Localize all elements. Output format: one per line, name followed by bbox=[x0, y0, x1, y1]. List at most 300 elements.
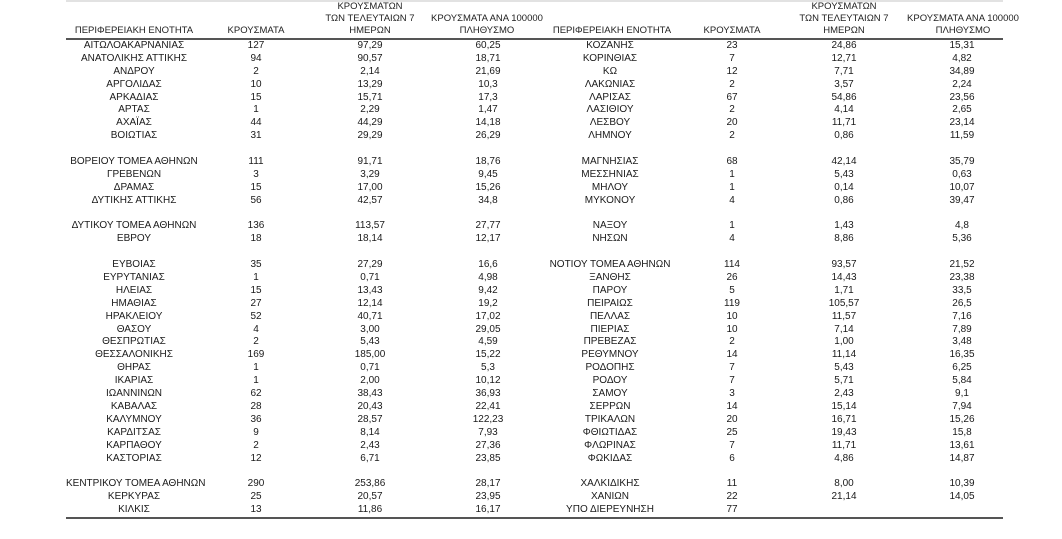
cell-left-cases: 10 bbox=[250, 78, 262, 90]
cell-left-cases: 28 bbox=[250, 400, 262, 412]
cell-left-per-100k: 17,02 bbox=[475, 310, 501, 322]
table-row bbox=[66, 453, 1003, 466]
cell-right-avg-7-days: 1,43 bbox=[834, 220, 854, 232]
cell-right-region: ΦΩΚΙΔΑΣ bbox=[587, 452, 633, 464]
cell-left-cases: 15 bbox=[250, 91, 262, 103]
cell-right-per-100k: 13,61 bbox=[949, 439, 975, 451]
table-row bbox=[66, 92, 1003, 105]
cell-right-region: ΜΥΚΟΝΟΥ bbox=[584, 194, 636, 206]
cell-right-cases: 20 bbox=[726, 413, 738, 425]
cell-left-cases: 169 bbox=[247, 349, 265, 361]
cell-left-cases: 3 bbox=[253, 168, 259, 180]
cell-left-per-100k: 18,71 bbox=[475, 52, 501, 64]
cell-right-per-100k: 14,05 bbox=[949, 491, 975, 503]
header-per100k-line1-right: ΚΡΟΥΣΜΑΤΑ ΑΝΑ 100000 bbox=[907, 13, 1019, 24]
table-row bbox=[66, 401, 1003, 414]
header-avg-line1: ΚΡΟΥΣΜΑΤΩΝ bbox=[337, 1, 403, 12]
cell-right-avg-7-days: 0,86 bbox=[834, 194, 854, 206]
cell-right-cases: 4 bbox=[729, 194, 735, 206]
cell-right-region: ΛΑΡΙΣΑΣ bbox=[589, 91, 631, 103]
cell-right-per-100k: 26,5 bbox=[952, 297, 972, 309]
cell-left-region: ΙΚΑΡΙΑΣ bbox=[114, 375, 154, 387]
cell-left-avg-7-days: 6,71 bbox=[360, 452, 380, 464]
cell-right-cases: 7 bbox=[729, 362, 735, 374]
cell-right-region: ΝΗΣΩΝ bbox=[592, 233, 628, 245]
cell-left-region: ΚΑΣΤΟΡΙΑΣ bbox=[106, 452, 162, 464]
cell-left-region: ΘΑΣΟΥ bbox=[116, 323, 152, 335]
cell-right-cases: 22 bbox=[726, 491, 738, 503]
cell-right-per-100k: 35,79 bbox=[949, 156, 975, 168]
header-per-100k bbox=[424, 13, 550, 37]
cell-left-per-100k: 27,36 bbox=[475, 439, 501, 451]
cell-left-cases: 290 bbox=[247, 478, 265, 490]
cell-right-cases: 2 bbox=[729, 104, 735, 116]
table-row bbox=[66, 336, 1003, 349]
cell-right-per-100k: 23,14 bbox=[949, 117, 975, 129]
cell-left-region: ΔΥΤΙΚΟΥ ΤΟΜΕΑ ΑΘΗΝΩΝ bbox=[71, 220, 197, 232]
cell-right-cases: 67 bbox=[726, 91, 738, 103]
table-row bbox=[66, 40, 1003, 53]
cell-left-avg-7-days: 11,86 bbox=[357, 504, 383, 516]
cell-left-cases: 1 bbox=[253, 375, 259, 387]
cell-left-cases: 1 bbox=[253, 362, 259, 374]
cell-right-avg-7-days: 15,14 bbox=[831, 400, 857, 412]
cell-left-region: ΒΟΙΩΤΙΑΣ bbox=[110, 130, 158, 142]
cell-right-per-100k: 34,89 bbox=[949, 65, 975, 77]
cell-right-avg-7-days: 19,43 bbox=[831, 426, 857, 438]
cell-right-per-100k: 4,8 bbox=[955, 220, 969, 232]
table-row bbox=[66, 375, 1003, 388]
cell-right-per-100k: 15,31 bbox=[949, 40, 975, 51]
cell-left-avg-7-days: 13,29 bbox=[357, 78, 383, 90]
cell-right-region: ΚΟΡΙΝΘΙΑΣ bbox=[582, 52, 638, 64]
cell-left-region: ΑΧΑΪΑΣ bbox=[116, 117, 152, 129]
cell-left-region: ΘΗΡΑΣ bbox=[117, 362, 151, 374]
cell-right-avg-7-days: 11,71 bbox=[831, 439, 857, 451]
table-body bbox=[66, 40, 1003, 519]
cell-left-per-100k: 23,95 bbox=[475, 491, 501, 503]
table-row bbox=[66, 285, 1003, 298]
cell-right-region: ΛΑΣΙΘΙΟΥ bbox=[586, 104, 634, 116]
cell-right-avg-7-days: 5,71 bbox=[834, 375, 854, 387]
cell-left-avg-7-days: 97,29 bbox=[357, 40, 383, 51]
cell-left-per-100k: 15,26 bbox=[475, 181, 501, 193]
cell-right-cases: 77 bbox=[726, 504, 738, 516]
cell-left-region: ΚΕΡΚΥΡΑΣ bbox=[107, 491, 161, 503]
cell-left-per-100k: 22,41 bbox=[475, 400, 501, 412]
cell-right-region: ΣΑΜΟΥ bbox=[592, 388, 628, 400]
cell-right-per-100k: 10,07 bbox=[949, 181, 975, 193]
table-row bbox=[66, 156, 1003, 169]
cell-right-avg-7-days: 12,71 bbox=[831, 52, 857, 64]
cell-left-cases: 44 bbox=[250, 117, 262, 129]
cell-right-avg-7-days: 14,43 bbox=[831, 272, 857, 284]
cell-right-region: ΜΗΛΟΥ bbox=[591, 181, 629, 193]
cell-left-cases: 36 bbox=[250, 413, 262, 425]
header-per100k-line2: ΠΛΗΘΥΣΜΟ bbox=[459, 25, 515, 36]
cell-left-cases: 18 bbox=[250, 233, 262, 245]
cell-left-avg-7-days: 185,00 bbox=[354, 349, 386, 361]
cell-left-region: ΚΕΝΤΡΙΚΟΥ ΤΟΜΕΑ ΑΘΗΝΩΝ bbox=[66, 478, 206, 490]
cell-right-region: ΧΑΛΚΙΔΙΚΗΣ bbox=[580, 478, 640, 490]
cell-right-per-100k: 16,35 bbox=[949, 349, 975, 361]
cell-right-avg-7-days: 7,14 bbox=[834, 323, 854, 335]
cell-right-region: ΧΑΝΙΩΝ bbox=[590, 491, 630, 503]
cell-left-avg-7-days: 2,14 bbox=[360, 65, 380, 77]
cell-left-per-100k: 60,25 bbox=[475, 40, 501, 51]
cell-left-per-100k: 15,22 bbox=[475, 349, 501, 361]
header-region-right: ΠΕΡΙΦΕΡΕΙΑΚΗ ΕΝΟΤΗΤΑ bbox=[552, 25, 672, 36]
table-row bbox=[66, 104, 1003, 117]
cell-right-region: ΝΟΤΙΟΥ ΤΟΜΕΑ ΑΘΗΝΩΝ bbox=[549, 259, 671, 271]
cell-right-region: ΦΘΙΩΤΙΔΑΣ bbox=[582, 426, 638, 438]
cell-right-cases: 2 bbox=[729, 78, 735, 90]
cell-left-avg-7-days: 0,71 bbox=[360, 272, 380, 284]
cell-left-region: ΚΙΛΚΙΣ bbox=[118, 504, 150, 516]
table-row bbox=[66, 169, 1003, 182]
cell-left-region: ΚΑΡΔΙΤΣΑΣ bbox=[107, 426, 161, 438]
cell-right-avg-7-days: 1,71 bbox=[834, 284, 854, 296]
cell-left-region: ΚΑΡΠΑΘΟΥ bbox=[106, 439, 162, 451]
cell-left-region: ΑΡΤΑΣ bbox=[118, 104, 150, 116]
cell-left-avg-7-days: 29,29 bbox=[357, 130, 383, 142]
cell-left-cases: 127 bbox=[247, 40, 265, 51]
cell-right-region: ΥΠΟ ΔΙΕΡΕΥΝΗΣΗ bbox=[566, 504, 654, 516]
cell-left-avg-7-days: 0,71 bbox=[360, 362, 380, 374]
cell-left-avg-7-days: 8,14 bbox=[360, 426, 380, 438]
cell-right-avg-7-days: 3,57 bbox=[834, 78, 854, 90]
header-avg-line2-right: ΤΩΝ ΤΕΛΕΥΤΑΙΩΝ 7 bbox=[799, 13, 889, 24]
cell-left-avg-7-days: 28,57 bbox=[357, 413, 383, 425]
cell-right-cases: 23 bbox=[726, 40, 738, 51]
cell-right-cases: 10 bbox=[726, 310, 738, 322]
cell-right-cases: 68 bbox=[726, 156, 738, 168]
cell-left-cases: 2 bbox=[253, 439, 259, 451]
cell-right-per-100k: 23,38 bbox=[949, 272, 975, 284]
cell-left-avg-7-days: 253,86 bbox=[354, 478, 386, 490]
cell-left-per-100k: 10,3 bbox=[478, 78, 498, 90]
cell-left-avg-7-days: 2,00 bbox=[360, 375, 380, 387]
cell-left-region: ΘΕΣΠΡΩΤΙΑΣ bbox=[102, 336, 166, 348]
cell-left-per-100k: 26,29 bbox=[475, 130, 501, 142]
header-per100k-line2-right: ΠΛΗΘΥΣΜΟ bbox=[935, 25, 991, 36]
table-row bbox=[66, 491, 1003, 504]
cell-right-avg-7-days: 1,00 bbox=[834, 336, 854, 348]
table-row bbox=[66, 349, 1003, 362]
cell-right-avg-7-days: 4,86 bbox=[834, 452, 854, 464]
cell-left-avg-7-days: 91,71 bbox=[357, 156, 383, 168]
table-row bbox=[66, 504, 1003, 517]
table-row bbox=[66, 208, 1003, 221]
cell-left-avg-7-days: 15,71 bbox=[357, 91, 383, 103]
cell-left-region: ΑΡΓΟΛΙΔΑΣ bbox=[106, 78, 162, 90]
cell-right-avg-7-days: 16,71 bbox=[831, 413, 857, 425]
table-row bbox=[66, 478, 1003, 491]
cell-left-avg-7-days: 12,14 bbox=[357, 297, 383, 309]
table-row bbox=[66, 427, 1003, 440]
header-cases: ΚΡΟΥΣΜΑΤΑ bbox=[227, 25, 285, 36]
table-row bbox=[66, 324, 1003, 337]
cell-left-per-100k: 23,85 bbox=[475, 452, 501, 464]
cell-left-region: ΔΡΑΜΑΣ bbox=[113, 181, 155, 193]
cell-right-avg-7-days: 11,57 bbox=[831, 310, 857, 322]
table-row bbox=[66, 233, 1003, 246]
cell-right-cases: 4 bbox=[729, 233, 735, 245]
cell-left-per-100k: 7,93 bbox=[478, 426, 498, 438]
table-row bbox=[66, 259, 1003, 272]
cell-right-cases: 7 bbox=[729, 439, 735, 451]
cell-right-per-100k: 9,1 bbox=[955, 388, 969, 400]
cell-left-cases: 1 bbox=[253, 272, 259, 284]
cell-left-per-100k: 16,17 bbox=[475, 504, 501, 516]
cell-right-avg-7-days: 21,14 bbox=[831, 491, 857, 503]
cell-left-avg-7-days: 38,43 bbox=[357, 388, 383, 400]
cell-right-per-100k: 7,89 bbox=[952, 323, 972, 335]
cell-left-region: ΚΑΒΑΛΑΣ bbox=[110, 400, 158, 412]
cell-right-cases: 6 bbox=[729, 452, 735, 464]
cell-right-per-100k: 2,24 bbox=[952, 78, 972, 90]
cell-right-cases: 11 bbox=[726, 478, 738, 490]
table-row bbox=[66, 465, 1003, 478]
cell-left-region: ΑΝΑΤΟΛΙΚΗΣ ΑΤΤΙΚΗΣ bbox=[80, 52, 188, 64]
cell-left-cases: 15 bbox=[250, 181, 262, 193]
cell-right-avg-7-days: 24,86 bbox=[831, 40, 857, 51]
cell-right-region: ΝΑΞΟΥ bbox=[592, 220, 628, 232]
cell-right-cases: 1 bbox=[729, 168, 735, 180]
cell-left-avg-7-days: 27,29 bbox=[357, 259, 383, 271]
cell-left-region: ΗΡΑΚΛΕΙΟΥ bbox=[105, 310, 163, 322]
cell-right-region: ΣΕΡΡΩΝ bbox=[589, 400, 631, 412]
cell-left-per-100k: 36,93 bbox=[475, 388, 501, 400]
cell-left-cases: 2 bbox=[253, 65, 259, 77]
header-cases-right: ΚΡΟΥΣΜΑΤΑ bbox=[703, 25, 761, 36]
cell-right-region: ΡΟΔΟΥ bbox=[592, 375, 628, 387]
cell-right-per-100k: 4,82 bbox=[952, 52, 972, 64]
cell-left-cases: 25 bbox=[250, 491, 262, 503]
cases-table bbox=[66, 1, 1019, 519]
cell-left-per-100k: 4,59 bbox=[478, 336, 498, 348]
cell-right-region: ΡΕΘΥΜΝΟΥ bbox=[581, 349, 639, 361]
cell-left-avg-7-days: 17,00 bbox=[357, 181, 383, 193]
cell-right-region: ΦΛΩΡΙΝΑΣ bbox=[584, 439, 636, 451]
cell-left-region: ΑΡΚΑΔΙΑΣ bbox=[109, 91, 159, 103]
cell-right-avg-7-days: 11,71 bbox=[831, 117, 857, 129]
cell-left-avg-7-days: 20,43 bbox=[357, 400, 383, 412]
table-row bbox=[66, 117, 1003, 130]
cell-right-per-100k: 0,63 bbox=[952, 168, 972, 180]
cell-right-per-100k: 3,48 bbox=[952, 336, 972, 348]
cell-left-region: ΚΑΛΥΜΝΟΥ bbox=[106, 413, 162, 425]
table-row bbox=[66, 272, 1003, 285]
cell-right-avg-7-days: 4,14 bbox=[834, 104, 854, 116]
cell-right-avg-7-days: 54,86 bbox=[831, 91, 857, 103]
cell-left-avg-7-days: 18,14 bbox=[357, 233, 383, 245]
cell-left-cases: 27 bbox=[250, 297, 262, 309]
cell-right-per-100k: 39,47 bbox=[949, 194, 975, 206]
cell-left-region: ΕΒΡΟΥ bbox=[116, 233, 152, 245]
cell-right-avg-7-days: 8,00 bbox=[834, 478, 854, 490]
cell-left-cases: 13 bbox=[250, 504, 262, 516]
cell-left-cases: 111 bbox=[248, 156, 264, 168]
cell-left-per-100k: 28,17 bbox=[475, 478, 501, 490]
cell-left-region: ΘΕΣΣΑΛΟΝΙΚΗΣ bbox=[95, 349, 173, 361]
cell-right-per-100k: 15,26 bbox=[949, 413, 975, 425]
cell-right-cases: 114 bbox=[724, 259, 740, 271]
cell-right-avg-7-days: 93,57 bbox=[831, 259, 857, 271]
cell-left-avg-7-days: 44,29 bbox=[357, 117, 383, 129]
cell-left-cases: 35 bbox=[250, 259, 262, 271]
cell-left-per-100k: 21,69 bbox=[475, 65, 501, 77]
cell-left-per-100k: 18,76 bbox=[475, 156, 501, 168]
cell-right-cases: 10 bbox=[726, 323, 738, 335]
cell-left-cases: 4 bbox=[253, 323, 259, 335]
header-avg-line2: ΤΩΝ ΤΕΛΕΥΤΑΙΩΝ 7 bbox=[325, 13, 415, 24]
cell-left-cases: 1 bbox=[253, 104, 259, 116]
header-per100k-line1: ΚΡΟΥΣΜΑΤΑ ΑΝΑ 100000 bbox=[431, 13, 543, 24]
cell-left-per-100k: 19,2 bbox=[478, 297, 498, 309]
cell-right-per-100k: 6,25 bbox=[952, 362, 972, 374]
header-avg-line1-right: ΚΡΟΥΣΜΑΤΩΝ bbox=[811, 1, 877, 12]
cell-right-cases: 26 bbox=[726, 272, 738, 284]
cell-right-region: ΛΑΚΩΝΙΑΣ bbox=[584, 78, 636, 90]
table-row bbox=[66, 130, 1003, 143]
cell-right-avg-7-days: 11,14 bbox=[831, 349, 857, 361]
cell-left-per-100k: 9,45 bbox=[478, 168, 498, 180]
cell-left-cases: 12 bbox=[250, 452, 262, 464]
cell-left-per-100k: 14,18 bbox=[475, 117, 501, 129]
cell-left-avg-7-days: 3,29 bbox=[360, 168, 380, 180]
cell-right-region: ΠΙΕΡΙΑΣ bbox=[590, 323, 630, 335]
cell-left-per-100k: 122,23 bbox=[472, 413, 504, 425]
cell-left-region: ΙΩΑΝΝΙΝΩΝ bbox=[105, 388, 163, 400]
table-row bbox=[66, 388, 1003, 401]
table-header bbox=[66, 1, 1019, 40]
cell-left-cases: 94 bbox=[250, 52, 262, 64]
cell-left-cases: 136 bbox=[247, 220, 265, 232]
table-row bbox=[66, 66, 1003, 79]
cell-right-per-100k: 21,52 bbox=[949, 259, 975, 271]
header-avg-7-days-right bbox=[780, 0, 908, 37]
cell-left-region: ΔΥΤΙΚΗΣ ΑΤΤΙΚΗΣ bbox=[91, 194, 177, 206]
cell-right-region: ΠΕΙΡΑΙΩΣ bbox=[587, 297, 633, 309]
cell-left-avg-7-days: 5,43 bbox=[360, 336, 380, 348]
cell-right-avg-7-days: 7,71 bbox=[834, 65, 854, 77]
table-row bbox=[66, 220, 1003, 233]
cell-left-avg-7-days: 2,43 bbox=[360, 439, 380, 451]
table-row bbox=[66, 182, 1003, 195]
cell-right-region: ΠΕΛΛΑΣ bbox=[589, 310, 631, 322]
cell-right-region: ΡΟΔΟΠΗΣ bbox=[585, 362, 635, 374]
cell-left-region: ΒΟΡΕΙΟΥ ΤΟΜΕΑ ΑΘΗΝΩΝ bbox=[70, 156, 198, 168]
table-row bbox=[66, 246, 1003, 259]
cell-left-region: ΓΡΕΒΕΝΩΝ bbox=[106, 168, 162, 180]
cell-left-per-100k: 1,47 bbox=[478, 104, 498, 116]
cell-right-cases: 5 bbox=[729, 284, 735, 296]
cell-right-region: ΛΕΣΒΟΥ bbox=[589, 117, 631, 129]
cell-left-per-100k: 17,3 bbox=[478, 91, 498, 103]
cell-left-cases: 31 bbox=[250, 130, 262, 142]
cell-right-cases: 1 bbox=[729, 220, 735, 232]
table-row bbox=[66, 414, 1003, 427]
header-avg-line3-right: ΗΜΕΡΩΝ bbox=[823, 25, 865, 36]
cell-left-per-100k: 27,77 bbox=[475, 220, 501, 232]
table-row bbox=[66, 143, 1003, 156]
cell-right-avg-7-days: 2,43 bbox=[834, 388, 854, 400]
cell-right-per-100k: 5,36 bbox=[952, 233, 972, 245]
cell-right-avg-7-days: 42,14 bbox=[831, 156, 857, 168]
cell-right-per-100k: 10,39 bbox=[949, 478, 975, 490]
cell-right-per-100k: 11,59 bbox=[949, 130, 975, 142]
cell-right-cases: 2 bbox=[729, 336, 735, 348]
cell-left-avg-7-days: 3,00 bbox=[360, 323, 380, 335]
cell-left-avg-7-days: 40,71 bbox=[357, 310, 383, 322]
cell-right-region: ΞΑΝΘΗΣ bbox=[589, 272, 631, 284]
cell-left-cases: 62 bbox=[250, 388, 262, 400]
cell-left-avg-7-days: 2,29 bbox=[360, 104, 380, 116]
cell-right-per-100k: 7,94 bbox=[952, 400, 972, 412]
cell-right-cases: 25 bbox=[726, 426, 738, 438]
cell-left-per-100k: 10,12 bbox=[475, 375, 501, 387]
cell-right-region: ΜΑΓΝΗΣΙΑΣ bbox=[581, 156, 639, 168]
cell-right-region: ΛΗΜΝΟΥ bbox=[588, 130, 632, 142]
header-avg-line3: ΗΜΕΡΩΝ bbox=[349, 25, 391, 36]
cell-right-per-100k: 15,8 bbox=[952, 426, 972, 438]
cell-right-region: ΚΟΖΑΝΗΣ bbox=[586, 40, 634, 51]
table-row bbox=[66, 79, 1003, 92]
cell-right-region: ΠΑΡΟΥ bbox=[592, 284, 628, 296]
cell-left-per-100k: 16,6 bbox=[478, 259, 498, 271]
cell-right-cases: 1 bbox=[729, 181, 735, 193]
cell-right-cases: 7 bbox=[729, 52, 735, 64]
cell-left-per-100k: 9,42 bbox=[478, 284, 498, 296]
cell-left-per-100k: 12,17 bbox=[475, 233, 501, 245]
cell-right-cases: 20 bbox=[726, 117, 738, 129]
cell-right-per-100k: 7,16 bbox=[952, 310, 972, 322]
cell-right-cases: 2 bbox=[729, 130, 735, 142]
table-row bbox=[66, 362, 1003, 375]
cell-left-region: ΗΛΕΙΑΣ bbox=[115, 284, 153, 296]
cell-left-per-100k: 29,05 bbox=[475, 323, 501, 335]
cell-right-avg-7-days: 105,57 bbox=[828, 297, 860, 309]
cell-left-avg-7-days: 20,57 bbox=[357, 491, 383, 503]
cell-right-cases: 14 bbox=[726, 349, 738, 361]
cell-left-cases: 2 bbox=[253, 336, 259, 348]
cell-right-cases: 7 bbox=[729, 375, 735, 387]
cell-left-avg-7-days: 90,57 bbox=[357, 52, 383, 64]
cell-left-cases: 56 bbox=[250, 194, 262, 206]
table-row bbox=[66, 440, 1003, 453]
cell-right-avg-7-days: 8,86 bbox=[834, 233, 854, 245]
cell-left-avg-7-days: 113,57 bbox=[355, 220, 385, 232]
cell-left-cases: 52 bbox=[250, 310, 262, 322]
cell-left-per-100k: 34,8 bbox=[478, 194, 498, 206]
header-region: ΠΕΡΙΦΕΡΕΙΑΚΗ ΕΝΟΤΗΤΑ bbox=[74, 25, 194, 36]
cell-right-avg-7-days: 5,43 bbox=[834, 362, 854, 374]
table-row bbox=[66, 311, 1003, 324]
cell-right-region: ΚΩ bbox=[602, 65, 618, 77]
cell-left-per-100k: 5,3 bbox=[481, 362, 495, 374]
cell-right-avg-7-days: 5,43 bbox=[834, 168, 854, 180]
cell-right-avg-7-days: 0,86 bbox=[834, 130, 854, 142]
cell-left-cases: 9 bbox=[253, 426, 259, 438]
header-per-100k-right bbox=[900, 13, 1026, 37]
cell-left-region: ΕΥΡΥΤΑΝΙΑΣ bbox=[103, 272, 165, 284]
cell-left-avg-7-days: 13,43 bbox=[357, 284, 383, 296]
cell-left-region: ΕΥΒΟΙΑΣ bbox=[112, 259, 156, 271]
cell-right-per-100k: 2,65 bbox=[952, 104, 972, 116]
cell-left-per-100k: 4,98 bbox=[478, 272, 498, 284]
cell-right-cases: 3 bbox=[729, 388, 735, 400]
